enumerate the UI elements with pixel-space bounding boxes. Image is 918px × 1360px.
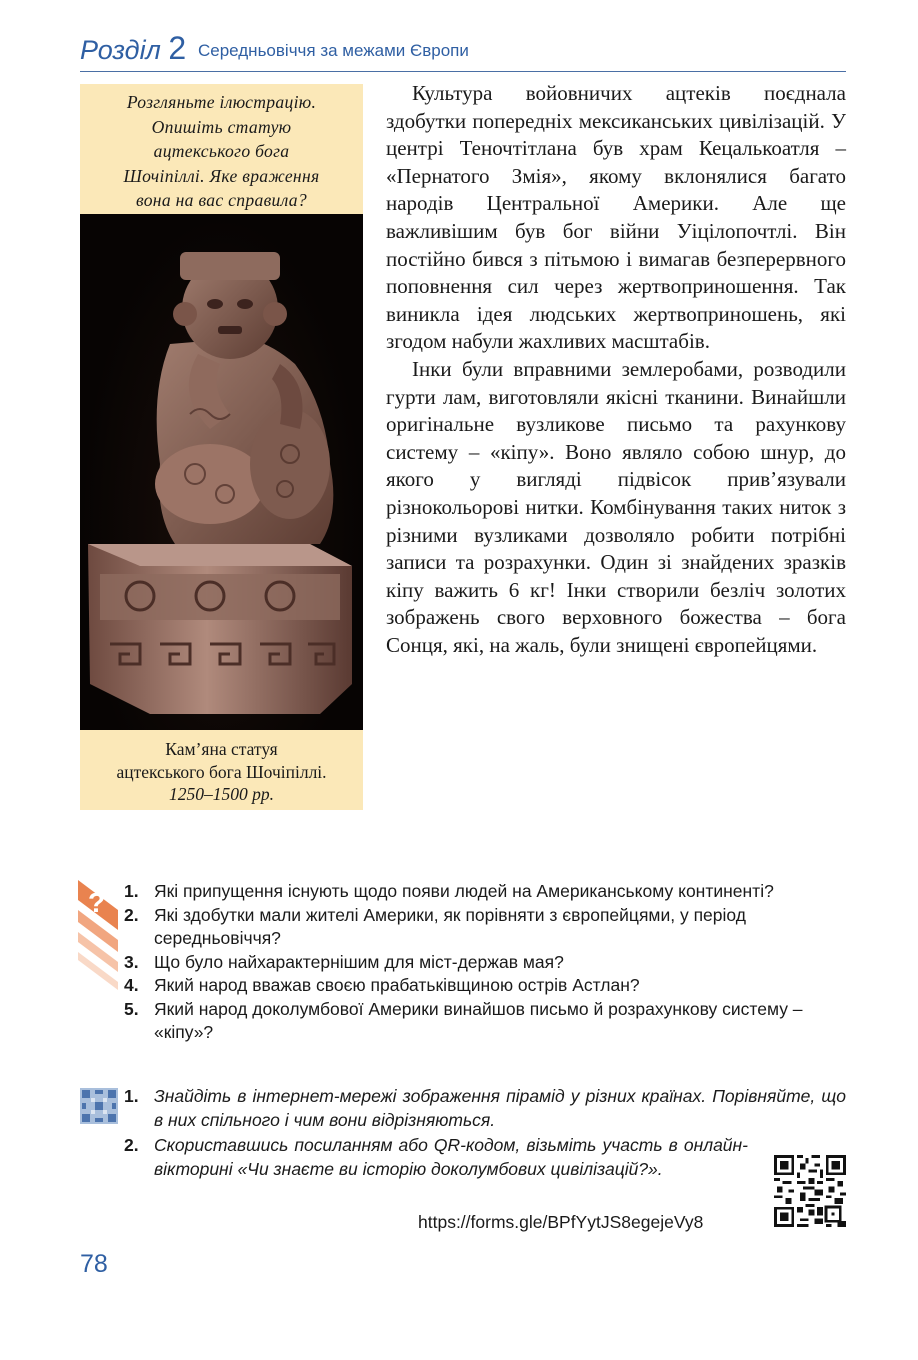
paragraph-aztecs: Культура войовничих ацтеків поєднала здобутки попередніх мексиканських цивілізацій. У центрі Теночтітлана був храм Кецалькоатля – «Пернатого Змія», якому вклонялися багато народів Центральної Америки. Але ще важливішим був бог війни Уіцілопочтлі. Він постійно бився з пітьмою і вимагав безперервного поповнення сил через жертвоприношення. Так виникла ідея людських жертвоприношень, які згодом набули жахливих масштабів. — [386, 81, 846, 354]
prompt-line: Шочіпіллі. Яке враження — [123, 165, 320, 186]
statue-drawing — [80, 214, 363, 730]
qr-code-icon[interactable] — [774, 1155, 846, 1227]
chapter-label — [80, 30, 186, 67]
prompt-line: вона на вас справила? — [136, 190, 307, 210]
prompt-line: ацтекського бога — [153, 141, 290, 161]
task-item — [124, 1134, 846, 1181]
question-number: 1. — [124, 881, 139, 901]
question-number: 3. — [124, 951, 139, 972]
question-mark-icon — [78, 880, 118, 990]
question-text: Який народ вважав своєю прабатьківщиною острів Астлан? — [154, 975, 640, 995]
internet-tasks — [124, 1085, 846, 1183]
question-number: 4. — [124, 975, 139, 995]
pattern-task-icon — [80, 1088, 118, 1124]
chapter-word: Розділ — [80, 35, 161, 65]
question-item — [124, 904, 846, 951]
question-text: Які припущення існують щодо появи людей на Американському континенті? — [154, 881, 774, 901]
question-item — [124, 974, 846, 998]
quiz-link[interactable]: https://forms.gle/BPfYytJS8egejeVy8 — [418, 1212, 704, 1232]
main-text — [386, 80, 846, 659]
chapter-number: 2 — [168, 30, 187, 66]
question-text: Що було найхарактернішим для міст-держав мая? — [154, 951, 564, 972]
page-number: 78 — [80, 1250, 108, 1278]
statue-photo — [80, 214, 363, 730]
question-number: 2. — [124, 904, 139, 925]
question-text: Які здобутки мали жителі Америки, як порівняти з європейцями, у період середньовіччя? — [154, 904, 746, 948]
review-questions — [124, 880, 846, 1045]
question-number: 5. — [124, 998, 139, 1019]
caption-line: ацтекського бога Шочіпіллі. — [116, 761, 327, 782]
caption-date: 1250–1500 рр. — [169, 784, 274, 804]
task-number: 1. — [124, 1086, 139, 1106]
chapter-title: Середньовіччя за межами Європи — [198, 41, 469, 60]
question-item — [124, 998, 846, 1045]
svg-text:?: ? — [88, 887, 106, 918]
photo-caption — [80, 730, 363, 810]
prompt-line: Опишіть статую — [151, 116, 292, 137]
task-item — [124, 1085, 846, 1132]
caption-line: Кам’яна статуя — [165, 739, 278, 759]
question-item — [124, 880, 846, 904]
question-text: Який народ доколумбової Америки винайшов письмо й розрахункову систему – «кіпу»? — [154, 998, 803, 1042]
page-header — [80, 28, 846, 72]
question-item — [124, 951, 846, 975]
task-number: 2. — [124, 1135, 139, 1155]
illustration-prompt — [80, 84, 363, 214]
paragraph-incas: Інки були вправними землеробами, розводили гурти лам, виготовляли якісні тканини. Винайшли оригінальне вузликове письмо та рахункову систему – «кіпу». Воно являло собою шнур, до якого у вигляді підвісок прив’язували різнокольорові нитки. Комбінування таких ниток з різними вузликами дозволяло робити потрібні записи та розрахунки. Один зі знайдених зразків кіпу важить 6 кг! Інки створили безліч золотих зображень свого верховного божества – бога Сонця, які, на жаль, були знищені європейцями. — [386, 356, 846, 657]
task-text: Скориставшись посиланням або QR-кодом, візьміть участь в онлайн-вікторині «Чи знаєте ви історію доколумбових цивілізацій?». — [154, 1135, 748, 1179]
prompt-line: Розгляньте ілюстрацію. — [126, 92, 317, 112]
task-text: Знайдіть в інтернет-мережі зображення пірамід у різних країнах. Порівняйте, що в них спільного і чим вони відрізняються. — [154, 1086, 846, 1130]
